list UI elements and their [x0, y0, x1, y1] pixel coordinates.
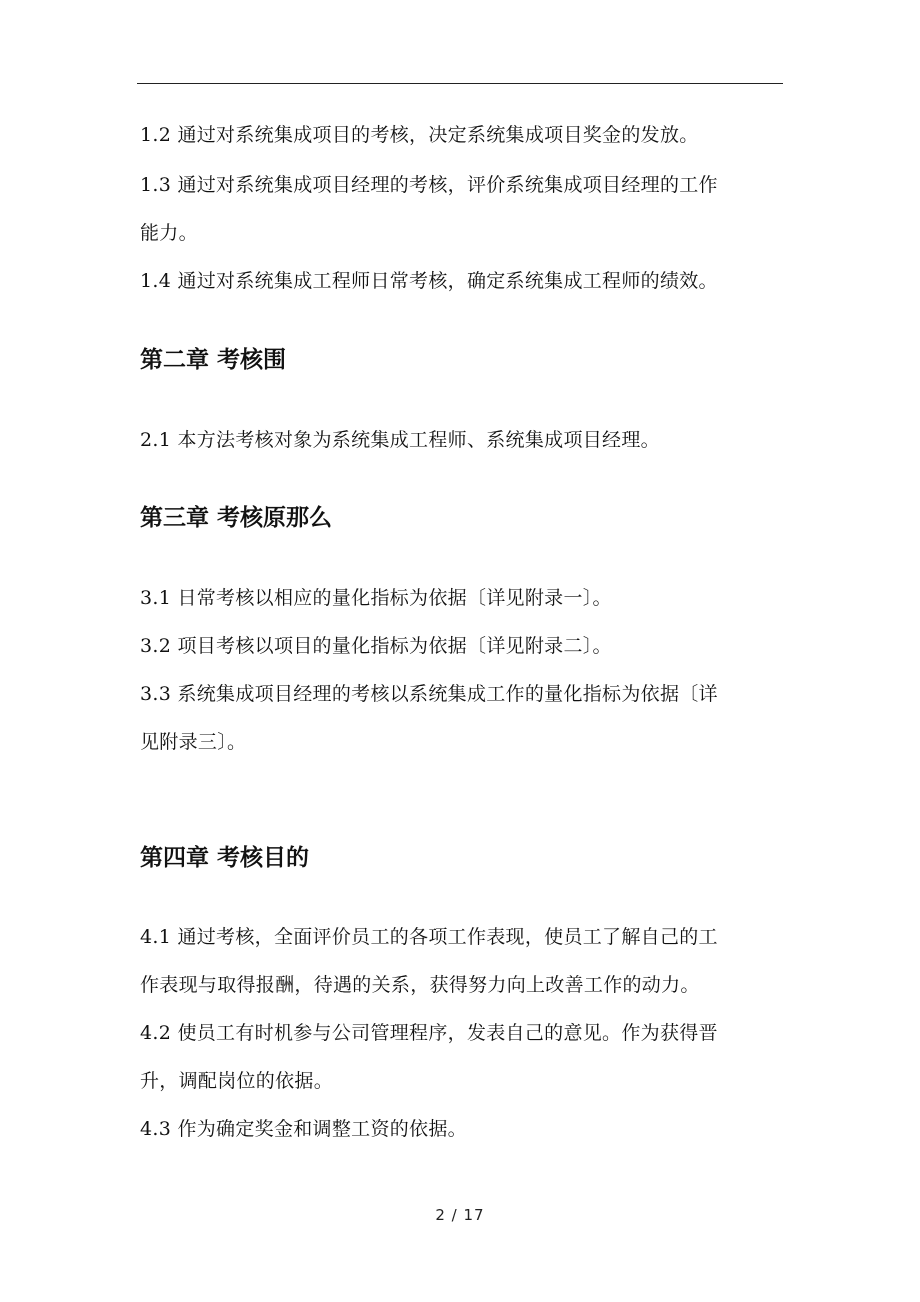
- paragraph-line: 1.2 通过对系统集成项目的考核，决定系统集成项目奖金的发放。: [140, 124, 699, 146]
- paragraph-line: 3.3 系统集成项目经理的考核以系统集成工作的量化指标为依据〔详: [140, 683, 718, 705]
- chapter-4-heading: 第四章 考核目的: [140, 845, 310, 871]
- paragraph-1-3: [140, 161, 790, 257]
- page-number: 2 / 17: [435, 1206, 485, 1224]
- paragraph-1-4: [140, 257, 790, 305]
- paragraph-3-1: [140, 574, 790, 622]
- paragraph-line: 见附录三〕。: [140, 731, 247, 753]
- paragraph-3-2: [140, 622, 790, 670]
- paragraph-line: 能力。: [140, 222, 198, 244]
- paragraph-line: 升，调配岗位的依据。: [140, 1070, 334, 1092]
- paragraph-line: 1.3 通过对系统集成项目经理的考核，评价系统集成项目经理的工作: [140, 174, 718, 196]
- paragraph-line: 3.1 日常考核以相应的量化指标为依据〔详见附录一〕。: [140, 587, 612, 609]
- paragraph-line: 1.4 通过对系统集成工程师日常考核，确定系统集成工程师的绩效。: [140, 270, 718, 292]
- header-rule: [137, 83, 783, 84]
- paragraph-1-2: [140, 111, 790, 159]
- paragraph-line: 4.1 通过考核，全面评价员工的各项工作表现，使员工了解自己的工: [140, 926, 718, 948]
- paragraph-line: 3.2 项目考核以项目的量化指标为依据〔详见附录二〕。: [140, 635, 612, 657]
- paragraph-line: 2.1 本方法考核对象为系统集成工程师、系统集成项目经理。: [140, 429, 660, 451]
- chapter-2-heading: 第二章 考核围: [140, 347, 287, 373]
- chapter-3-heading: 第三章 考核原那么: [140, 505, 333, 531]
- paragraph-line: 4.3 作为确定奖金和调整工资的依据。: [140, 1118, 467, 1140]
- paragraph-line: 作表现与取得报酬，待遇的关系，获得努力向上改善工作的动力。: [140, 974, 700, 996]
- paragraph-4-3: [140, 1105, 790, 1153]
- paragraph-3-3: [140, 670, 790, 766]
- paragraph-4-2: [140, 1009, 790, 1105]
- paragraph-2-1: [140, 416, 790, 464]
- paragraph-4-1: [140, 913, 790, 1009]
- paragraph-line: 4.2 使员工有时机参与公司管理程序，发表自己的意见。作为获得晋: [140, 1022, 718, 1044]
